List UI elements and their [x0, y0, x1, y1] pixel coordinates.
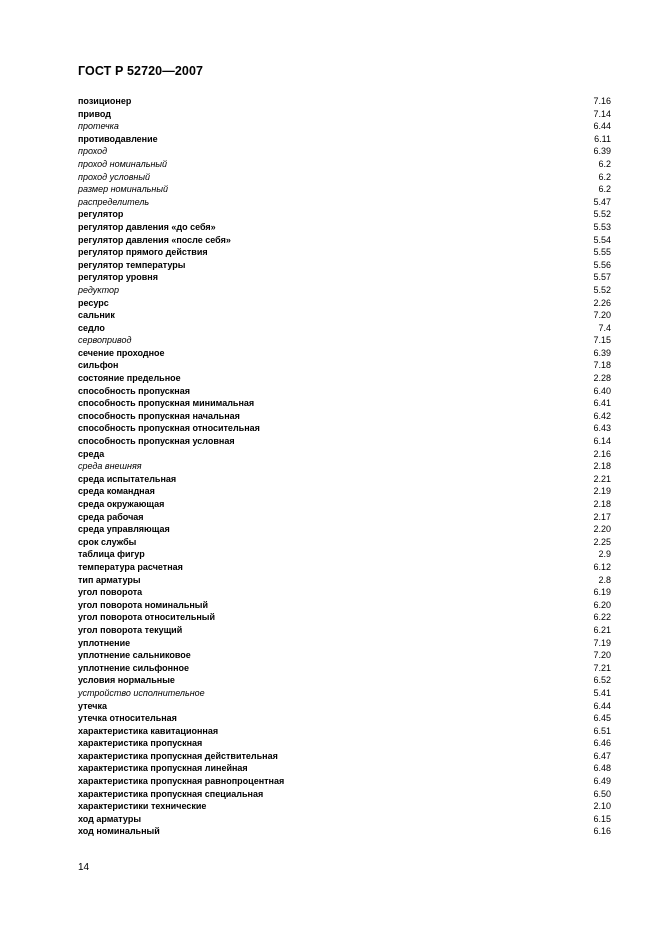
index-term: срок службы [78, 536, 137, 547]
index-reference: 2.18 [593, 499, 611, 509]
index-entry [78, 637, 611, 650]
index-entry [78, 725, 611, 738]
index-reference: 6.42 [593, 410, 611, 421]
index-entry [78, 171, 611, 184]
index-entry [78, 775, 611, 788]
index-reference: 6.40 [593, 385, 611, 396]
index-entry [78, 700, 611, 713]
index-entry [78, 574, 611, 587]
index-reference: 6.16 [593, 826, 611, 837]
index-reference: 6.43 [593, 423, 611, 434]
index-reference: 6.22 [593, 612, 611, 623]
index-reference: 2.20 [593, 524, 611, 535]
index-entry [78, 246, 611, 259]
index-reference: 2.17 [593, 511, 611, 522]
index-term: регулятор [78, 209, 124, 220]
index-reference: 7.18 [593, 360, 611, 371]
index-entry [78, 536, 611, 549]
index-reference: 6.39 [593, 146, 611, 157]
index-entry [78, 397, 611, 410]
index-entry [78, 800, 611, 813]
index-entry [78, 599, 611, 612]
index-term: сервопривод [78, 335, 132, 346]
index-term: регулятор давления «до себя» [78, 221, 216, 232]
index-term: утечка [78, 700, 108, 711]
index-reference: 6.11 [594, 133, 611, 144]
index-term: угол поворота номинальный [78, 599, 209, 610]
index-reference: 6.45 [593, 713, 611, 724]
index-entry [78, 460, 611, 473]
index-reference: 2.8 [598, 574, 611, 585]
index-entry [78, 359, 611, 372]
index-entry [78, 498, 611, 511]
index-term: среда [78, 448, 105, 459]
index-term: проход условный [78, 171, 151, 182]
index-reference: 5.47 [593, 196, 611, 207]
index-reference: 6.12 [593, 561, 611, 572]
index-term: утечка относительная [78, 713, 177, 724]
index-reference: 7.16 [593, 96, 611, 106]
index-term: среда рабочая [78, 511, 144, 522]
index-reference: 7.15 [593, 335, 611, 346]
index-reference: 5.52 [593, 209, 611, 220]
index-term: состояние предельное [78, 373, 181, 384]
index-term: седло [78, 322, 105, 333]
index-entry [78, 145, 611, 158]
index-reference: 6.46 [593, 738, 611, 749]
index-entry [78, 422, 611, 435]
index-term: тип арматуры [78, 574, 141, 585]
index-term: среда внешняя [78, 461, 142, 472]
index-entry [78, 712, 611, 725]
index-term: сечение проходное [78, 347, 165, 358]
index-term: среда испытательная [78, 473, 177, 484]
index-term: угол поворота [78, 587, 143, 598]
index-entry [78, 624, 611, 637]
index-entry [78, 485, 611, 498]
index-reference: 6.52 [593, 675, 611, 686]
alphabetical-index [78, 95, 611, 838]
index-term: характеристика пропускная специальная [78, 788, 264, 799]
index-term: среда командная [78, 486, 155, 497]
index-reference: 6.49 [593, 776, 611, 787]
index-term: привод [78, 108, 111, 119]
index-reference: 7.20 [593, 310, 611, 321]
index-term: угол поворота текущий [78, 624, 183, 635]
index-reference: 7.14 [593, 108, 611, 119]
index-term: редуктор [78, 284, 120, 295]
index-reference: 2.16 [593, 448, 611, 459]
index-reference: 2.28 [593, 373, 611, 384]
index-reference: 6.48 [593, 763, 611, 774]
index-term: проход номинальный [78, 158, 168, 169]
index-term: характеристика пропускная линейная [78, 763, 248, 774]
index-reference: 5.52 [593, 284, 611, 295]
index-entry [78, 825, 611, 838]
index-reference: 6.2 [598, 184, 611, 195]
index-reference: 6.50 [593, 788, 611, 799]
index-reference: 5.54 [593, 234, 611, 245]
index-reference: 6.2 [598, 158, 611, 169]
index-term: сильфон [78, 360, 119, 371]
index-entry [78, 309, 611, 322]
index-reference: 5.57 [593, 272, 611, 283]
index-term: устройство исполнительное [78, 687, 205, 698]
index-reference: 5.55 [593, 247, 611, 258]
page-number: 14 [78, 862, 90, 873]
index-entry [78, 95, 611, 108]
index-reference: 6.19 [593, 587, 611, 598]
index-term: ресурс [78, 297, 109, 308]
index-term: характеристика пропускная действительная [78, 750, 278, 761]
index-reference: 2.9 [598, 549, 611, 560]
index-entry [78, 649, 611, 662]
index-term: угол поворота относительный [78, 612, 216, 623]
index-entry [78, 133, 611, 146]
index-term: уплотнение [78, 637, 131, 648]
index-term: условия нормальные [78, 675, 175, 686]
index-reference: 6.47 [593, 750, 611, 761]
index-entry [78, 473, 611, 486]
index-reference: 7.4 [598, 322, 611, 333]
index-term: ход номинальный [78, 826, 160, 837]
index-reference: 7.20 [593, 650, 611, 661]
index-entry [78, 372, 611, 385]
index-term: регулятор уровня [78, 272, 158, 283]
index-entry [78, 108, 611, 121]
index-reference: 5.53 [593, 221, 611, 232]
index-term: характеристика пропускная [78, 738, 203, 749]
index-entry [78, 813, 611, 826]
index-entry [78, 674, 611, 687]
index-entry [78, 196, 611, 209]
index-term: противодавление [78, 133, 158, 144]
index-entry [78, 737, 611, 750]
index-term: способность пропускная начальная [78, 410, 240, 421]
index-term: проход [78, 146, 108, 157]
index-term: протечка [78, 121, 119, 132]
index-reference: 2.10 [593, 801, 611, 812]
index-entry [78, 687, 611, 700]
index-entry [78, 297, 611, 310]
index-term: характеристика пропускная равнопроцентная [78, 776, 285, 787]
index-reference: 6.2 [598, 171, 611, 182]
index-reference: 2.25 [593, 536, 611, 547]
index-reference: 5.41 [593, 687, 611, 698]
index-term: способность пропускная условная [78, 436, 235, 447]
index-reference: 6.21 [593, 624, 611, 635]
index-term: распределитель [78, 196, 150, 207]
index-reference: 6.39 [593, 347, 611, 358]
index-entry [78, 662, 611, 675]
index-term: способность пропускная [78, 385, 190, 396]
index-term: позиционер [78, 96, 132, 106]
index-term: температура расчетная [78, 561, 183, 572]
index-reference: 2.18 [593, 461, 611, 472]
index-entry [78, 750, 611, 763]
index-entry [78, 322, 611, 335]
index-reference: 2.26 [593, 297, 611, 308]
index-entry [78, 511, 611, 524]
index-entry [78, 611, 611, 624]
index-entry [78, 183, 611, 196]
index-entry [78, 271, 611, 284]
index-entry [78, 410, 611, 423]
index-term: регулятор температуры [78, 259, 186, 270]
index-term: способность пропускная относительная [78, 423, 260, 434]
index-term: уплотнение сильфонное [78, 662, 190, 673]
index-term: среда окружающая [78, 499, 165, 509]
index-entry [78, 234, 611, 247]
index-entry [78, 385, 611, 398]
index-entry [78, 561, 611, 574]
index-term: характеристика кавитационная [78, 725, 219, 736]
index-reference: 7.19 [593, 637, 611, 648]
index-reference: 6.44 [593, 700, 611, 711]
index-reference: 6.41 [593, 398, 611, 409]
index-entry [78, 435, 611, 448]
index-reference: 6.20 [593, 599, 611, 610]
index-entry [78, 586, 611, 599]
index-term: способность пропускная минимальная [78, 398, 255, 409]
index-entry [78, 259, 611, 272]
index-reference: 2.19 [593, 486, 611, 497]
index-reference: 6.44 [593, 121, 611, 132]
index-entry [78, 788, 611, 801]
index-term: ход арматуры [78, 813, 142, 824]
index-term: размер номинальный [78, 184, 168, 195]
index-reference: 6.51 [593, 725, 611, 736]
index-term: среда управляющая [78, 524, 170, 535]
index-term: уплотнение сальниковое [78, 650, 191, 661]
index-entry [78, 284, 611, 297]
index-term: регулятор прямого действия [78, 247, 208, 258]
index-entry [78, 334, 611, 347]
index-reference: 5.56 [593, 259, 611, 270]
index-reference: 6.14 [593, 436, 611, 447]
index-entry [78, 548, 611, 561]
index-term: характеристики технические [78, 801, 207, 812]
index-term: регулятор давления «после себя» [78, 234, 231, 245]
index-entry [78, 120, 611, 133]
index-entry [78, 347, 611, 360]
index-entry [78, 523, 611, 536]
index-entry [78, 221, 611, 234]
index-entry [78, 762, 611, 775]
index-entry [78, 448, 611, 461]
document-header: ГОСТ Р 52720—2007 [78, 64, 204, 78]
index-reference: 6.15 [593, 813, 611, 824]
index-reference: 2.21 [593, 473, 611, 484]
index-reference: 7.21 [593, 662, 611, 673]
index-entry [78, 208, 611, 221]
index-term: таблица фигур [78, 549, 145, 560]
index-entry [78, 158, 611, 171]
index-term: сальник [78, 310, 115, 321]
